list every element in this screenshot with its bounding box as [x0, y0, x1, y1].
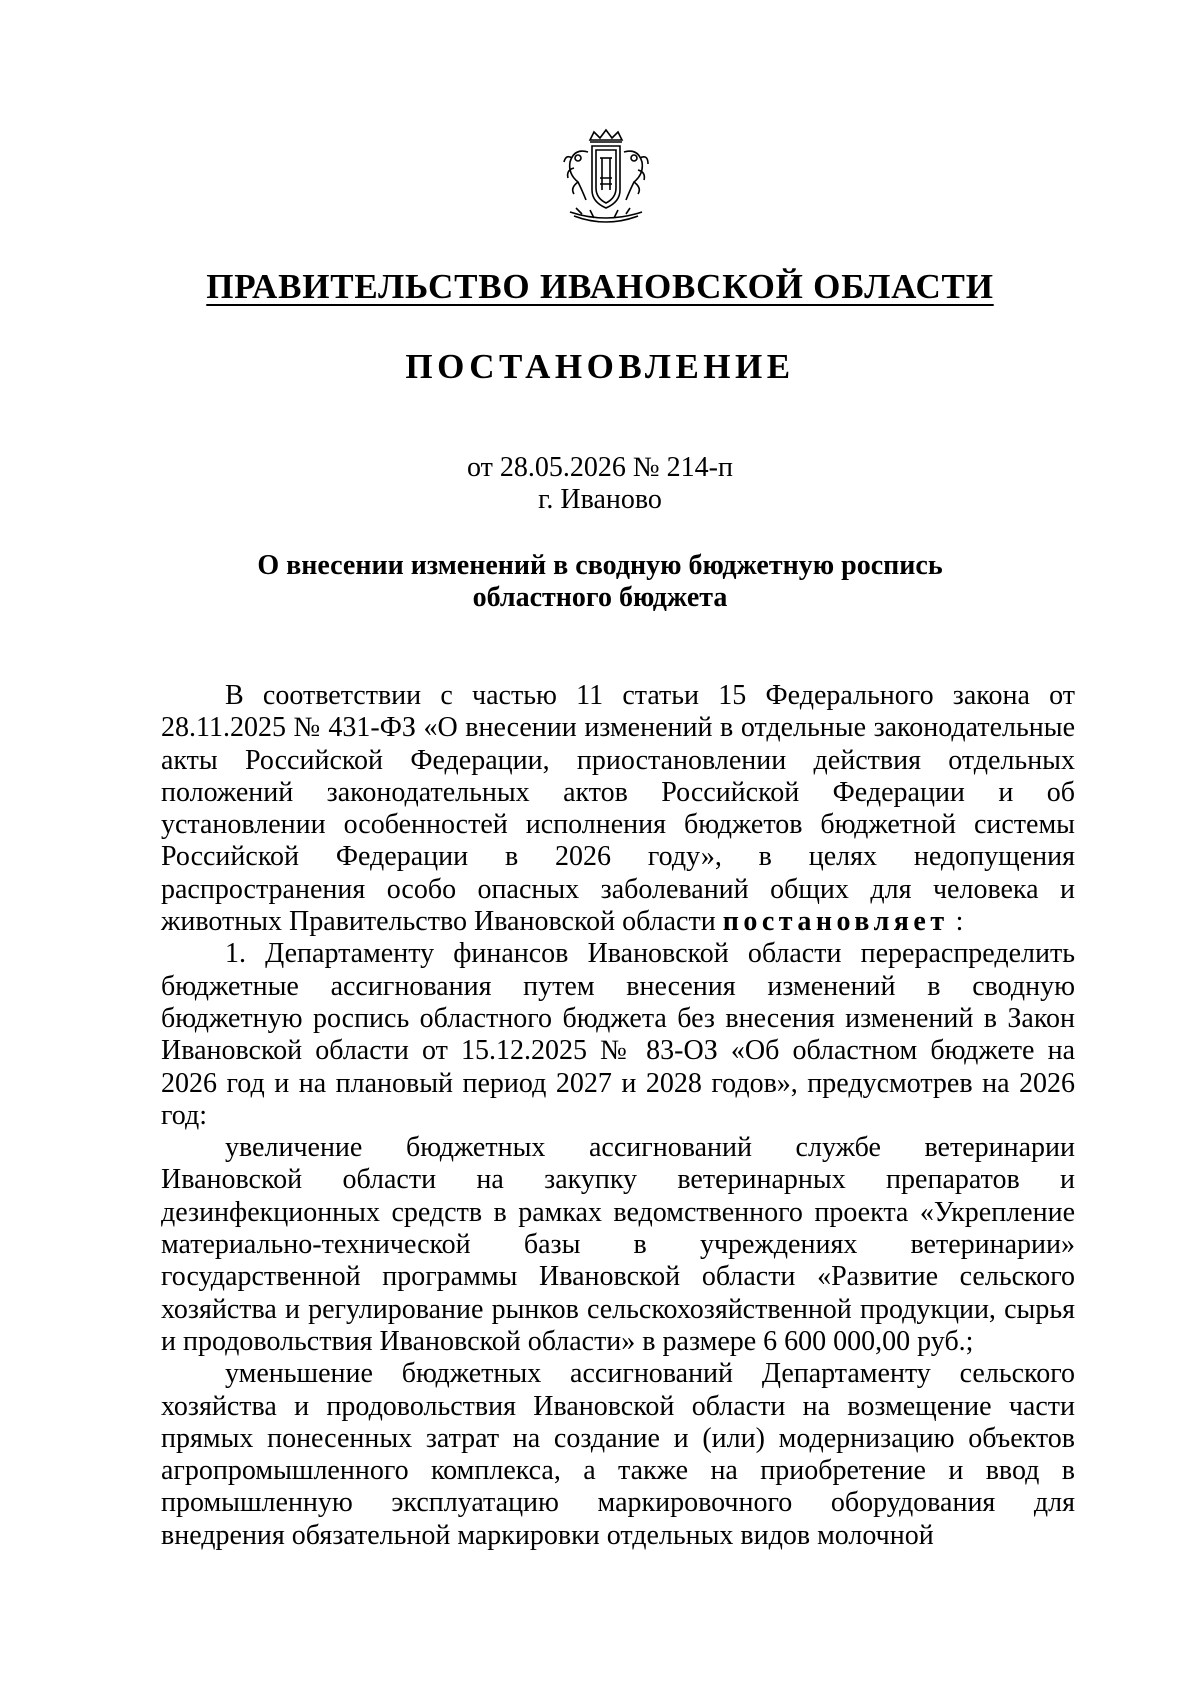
document-city: г. Иваново	[538, 484, 662, 515]
subject-line-1: О внесении изменений в сводную бюджетную роспись	[257, 550, 943, 581]
body-paragraph-increase: увеличение бюджетных ассигнований службе ветеринарии Ивановской области на закупку ветеринарных препаратов и дезинфекционных средств в рамках ведомственного проекта «Укрепление материально-технической базы в учреждениях ветеринарии» государственной программы Ивановской области «Развитие сельского хозяйства и регулирование рынков сельскохозяйственной продукции, сырья и продовольствия Ивановской области» в размере 6 600 000,00 руб.;	[161, 1132, 1075, 1357]
coat-of-arms-icon	[560, 128, 652, 228]
body-paragraph-item-1: 1. Департаменту финансов Ивановской области перераспределить бюджетные ассигнования путем внесения изменений в сводную бюджетную роспись областного бюджета без внесения изменений в Закон Ивановской области от 15.12.2025 № 83-ОЗ «Об областном бюджете на 2026 год и на плановый период 2027 и 2028 годов», предусмотрев на 2026 год:	[161, 938, 1075, 1131]
government-title	[0, 265, 1200, 309]
document-date-number: от 28.05.2026 № 214-п	[467, 452, 733, 483]
subject-line-2: областного бюджета	[472, 582, 728, 613]
body-paragraph-preamble	[161, 680, 1075, 938]
body-paragraph-decrease: уменьшение бюджетных ассигнований Департаменту сельского хозяйства и продовольствия Ивановской области на возмещение части прямых понесенных затрат на создание и (или) модернизацию объектов агропромышленного комплекса, а также на приобретение и ввод в промышленную эксплуатацию маркировочного оборудования для внедрения обязательной маркировки отдельных видов молочной	[161, 1358, 1075, 1551]
document-subject	[0, 550, 1200, 614]
document-body	[161, 680, 1075, 1552]
preamble-text: В соответствии с частью 11 статьи 15 Федерального закона от 28.11.2025 № 431-ФЗ «О внесении изменений в отдельные законодательные акты Российской Федерации, приостановлении действия отдельных положений законодательных актов Российской Федерации и об установлении особенностей исполнения бюджетов бюджетной системы Российской Федерации в 2026 году», в целях недопущения распространения особо опасных заболеваний общих для человека и животных Правительство Ивановской области	[161, 680, 1075, 938]
document-type: ПОСТАНОВЛЕНИЕ	[405, 347, 795, 386]
preamble-end: :	[955, 906, 964, 938]
government-title-text: ПРАВИТЕЛЬСТВО ИВАНОВСКОЙ ОБЛАСТИ	[206, 267, 994, 306]
resolution-keyword: постановляет	[722, 906, 949, 938]
